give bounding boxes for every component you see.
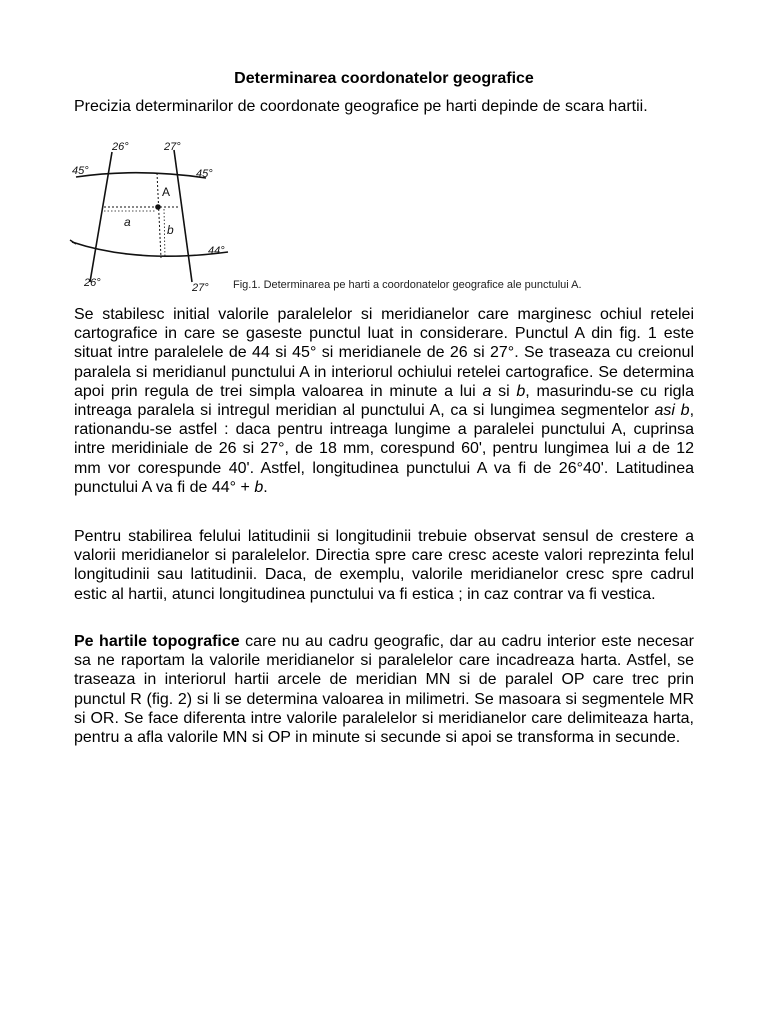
bold-lead: Pe hartile topografice — [74, 633, 240, 650]
var-b: b — [254, 478, 264, 496]
meridian-26-line — [90, 152, 112, 282]
segment-b-dotted — [164, 209, 165, 258]
label-segment-a: a — [124, 215, 131, 229]
label-27-top: 27° — [164, 141, 181, 153]
parallel-45-line — [76, 173, 206, 178]
frame-edge-mark — [70, 240, 76, 244]
label-26-bottom: 26° — [84, 277, 101, 289]
var-b: b — [516, 382, 526, 400]
text-run: . — [263, 478, 268, 496]
point-a-marker — [155, 204, 161, 210]
label-27-bottom: 27° — [192, 282, 209, 294]
label-point-a: A — [162, 185, 171, 199]
var-asib: asi b — [654, 402, 690, 420]
grid-diagram — [68, 140, 238, 295]
direction-paragraph: Pentru stabilirea felului latitudinii si longitudinii trebuie observat sensul de crestere a valorii meridianelor si paralelelor. Directia spre care cresc aceste valori reprezinta felul longitudinii sau latitudinii. Daca, de exemplu, valorile meridianelor cresc spre cadrul estic al hartii, atunci longitudinea punctului va fi estica ; in caz contrar va fi vestica. — [74, 528, 694, 603]
label-44-right: 44° — [208, 245, 225, 257]
text-run: , rationandu-se astfel : daca pentru intreaga lungime a paralelei punctului A, cuprinsa intre meridiniale de 26 si 27°, de 18 mm, corespund 60', pentru lungimea lui — [74, 402, 695, 458]
figure-caption: Fig.1. Determinarea pe harti a coordonatelor geografice ale punctului A. — [233, 279, 582, 291]
point-meridian-dotted — [157, 173, 161, 258]
page-title: Determinarea coordonatelor geografice — [234, 70, 534, 87]
figure-coordinate-grid — [68, 140, 238, 295]
topographic-paragraph — [74, 632, 694, 747]
text-run: care nu au cadru geografic, dar au cadru interior este necesar sa ne raportam la valorile meridianelor si paralelelor care incadreaza harta. Astfel, se traseaza in interiorul hartii arcele de meridian MN si de paralel OP care trec prin punctul R (fig. 2) si li se determina valoarea in milimetri. Se masoara si segmentele MR si OR. Se face diferenta intre valorile paralelelor si meridianelor care delimiteaza harta, pentru a afla valorile MN si OP in minute si secunde si apoi se transforma in secunde. — [74, 633, 695, 747]
label-segment-b: b — [167, 223, 174, 237]
var-a: a — [482, 382, 492, 400]
var-a: a — [637, 440, 647, 458]
label-26-top: 26° — [112, 141, 129, 153]
label-45-right: 45° — [196, 168, 213, 180]
meridian-27-line — [174, 150, 192, 282]
intro-paragraph: Precizia determinarilor de coordonate geografice pe harti depinde de scara hartii. — [74, 98, 648, 115]
label-45-left: 45° — [72, 165, 89, 177]
text-run: , masurindu-se cu rigla intreaga paralela si intregul meridian al punctului A, ca si lungimea segmentelor — [74, 382, 694, 420]
text-run: si — [491, 382, 517, 400]
method-paragraph — [74, 305, 694, 497]
text-run: Se stabilesc initial valorile paralelelor si meridianelor care marginesc ochiul retelei cartografice in care se gaseste punctul luat in considerare. Punctul A din fig. 1 este situat intre paralelele de 44 si 45° si meridianele de 26 si 27°. Se traseaza cu creionul paralela si meridianul punctului A in interiorul ochiului retelei cartografice. Se determina apoi prin regula de trei simpla valoarea in minute a lui — [74, 306, 694, 400]
text-run: de 12 mm vor corespunde 40'. Astfel, longitudinea punctului A va fi de 26°40'. Latitudinea punctului A va fi de 44° + — [74, 440, 695, 496]
